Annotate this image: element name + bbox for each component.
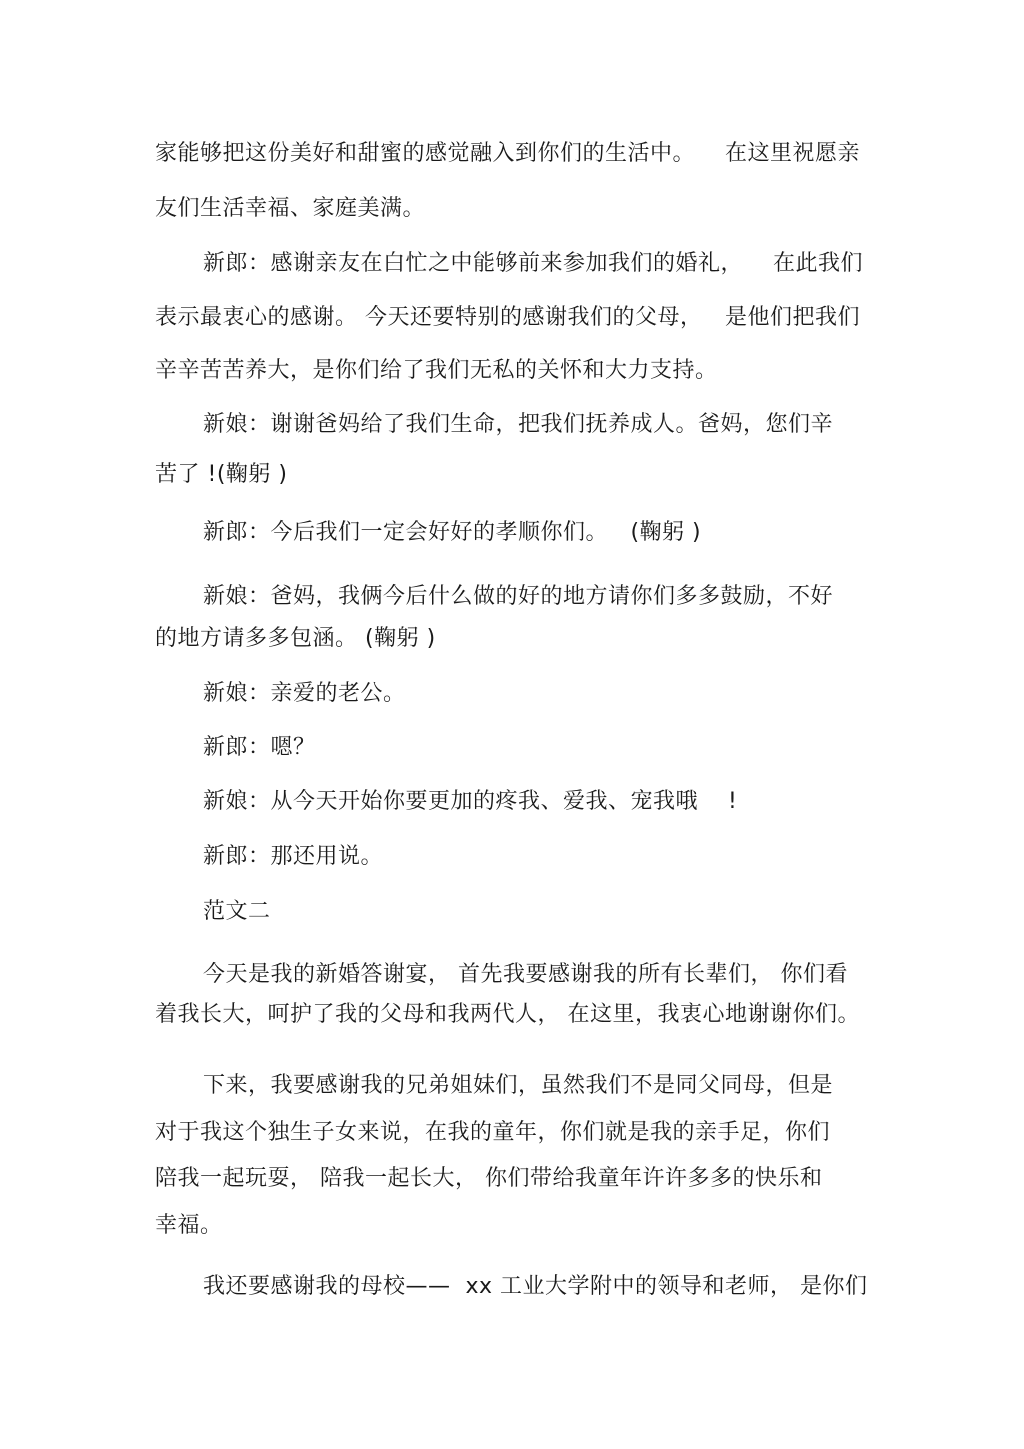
text-line: 新娘：爸妈，我俩今后什么做的好的地方请你们多多鼓励，不好	[203, 584, 834, 609]
section-heading: 范文二	[203, 899, 271, 924]
text-line: 下来，我要感谢我的兄弟姐妹们，虽然我们不是同父同母，但是	[203, 1073, 834, 1098]
text-line: 着我长大，呵护了我的父母和我两代人， 在这里，我衷心地谢谢你们。	[155, 1002, 860, 1027]
text-line: 对于我这个独生子女来说，在我的童年，你们就是我的亲手足，你们	[155, 1120, 831, 1145]
text-line: 新郎：那还用说。	[203, 844, 384, 869]
text-line: 苦了 !(鞠躬 )	[155, 462, 288, 487]
text-line: 新娘：从今天开始你要更加的疼我、爱我、宠我哦 !	[203, 789, 738, 814]
text-line: 今天是我的新婚答谢宴， 首先我要感谢我的所有长辈们， 你们看	[203, 962, 848, 987]
text-line: 表示最衷心的感谢。 今天还要特别的感谢我们的父母， 是他们把我们	[155, 305, 860, 330]
text-line: 新娘：亲爱的老公。	[203, 681, 406, 706]
text-line: 我还要感谢我的母校—— xx 工业大学附中的领导和老师， 是你们	[203, 1274, 868, 1299]
text-line: 家能够把这份美好和甜蜜的感觉融入到你们的生活中。 在这里祝愿亲	[155, 141, 860, 166]
text-line: 新郎：今后我们一定会好好的孝顺你们。 (鞠躬 )	[203, 520, 702, 545]
text-line: 的地方请多多包涵。 (鞠躬 )	[155, 626, 436, 651]
text-line: 友们生活幸福、家庭美满。	[155, 196, 426, 221]
text-line: 辛辛苦苦养大，是你们给了我们无私的关怀和大力支持。	[155, 358, 718, 383]
text-line: 幸福。	[155, 1213, 223, 1238]
text-line: 新娘：谢谢爸妈给了我们生命，把我们抚养成人。爸妈，您们辛	[203, 412, 834, 437]
text-line: 新郎：感谢亲友在白忙之中能够前来参加我们的婚礼， 在此我们	[203, 251, 863, 276]
text-line: 新郎：嗯？	[203, 735, 316, 760]
text-line: 陪我一起玩耍， 陪我一起长大， 你们带给我童年许许多多的快乐和	[155, 1166, 823, 1191]
